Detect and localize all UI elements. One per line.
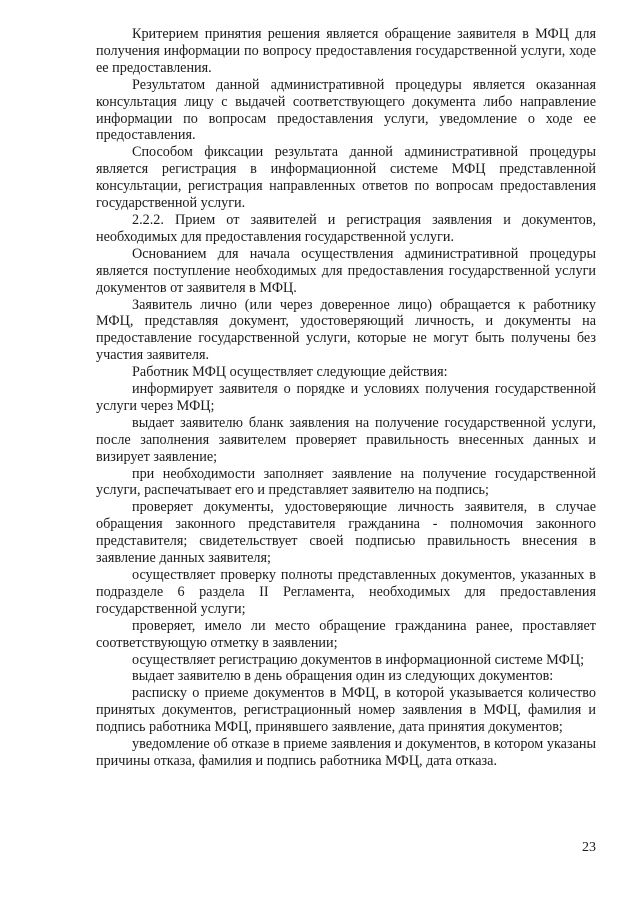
paragraph-decision-criterion: Критерием принятия решения является обращение заявителя в МФЦ для получения информации по вопросу предоставления государственной услуги, ходе ее предоставления.: [96, 26, 596, 76]
paragraph-result-recording: Способом фиксации результата данной административной процедуры является регистрация в информационной системе МФЦ представленной консультации, регистрация направленных ответов по вопросам предоставления государственной услуги.: [96, 144, 596, 212]
list-item-issue-documents: выдает заявителю в день обращения один из следующих документов:: [132, 668, 554, 685]
paragraph-worker-actions-intro: Работник МФЦ осуществляет следующие действия:: [132, 364, 448, 381]
list-item-fill-application: при необходимости заполняет заявление на получение государственной услуги, распечатывает его и представляет заявителю на подпись;: [96, 465, 596, 499]
list-item-inform: информирует заявителя о порядке и условиях получения государственной услуги через МФЦ;: [96, 381, 596, 414]
list-item-issue-form: выдает заявителю бланк заявления на получение государственной услуги, после заполнения заявителем проверяет правильность внесенных данных и визирует заявление;: [96, 414, 596, 465]
list-item-check-previous: проверяет, имело ли место обращение гражданина ранее, проставляет соответствующую отметку в заявлении;: [96, 617, 596, 651]
page-number: 23: [582, 840, 596, 855]
paragraph-procedure-result: Результатом данной административной процедуры является оказанная консультация лицу с выдачей соответствующего документа либо направление информации по вопросам предоставления услуги, уведомление о ходе ее предоставления.: [96, 76, 596, 144]
body-text: [96, 26, 596, 770]
list-item-receipt: расписку о приеме документов в МФЦ, в которой указывается количество принятых документов, регистрационный номер заявления в МФЦ, фамилия и подпись работника МФЦ, принявшего заявление, дата принятия документов;: [96, 685, 596, 736]
paragraph-procedure-basis: Основанием для начала осуществления административной процедуры является поступление необходимых для предоставления государственной услуги документов от заявителя в МФЦ.: [96, 245, 596, 296]
paragraph-applicant-visit: Заявитель лично (или через доверенное лицо) обращается к работнику МФЦ, представляя документ, удостоверяющий личность, и документы на предоставление государственной услуги, которые не могут быть получены без участия заявителя.: [96, 296, 596, 364]
list-item-check-completeness: осуществляет проверку полноты представленных документов, указанных в подразделе 6 раздела II Регламента, необходимых для предоставления государственной услуги;: [96, 567, 596, 617]
list-item-refusal-notice: уведомление об отказе в приеме заявления и документов, в котором указаны причины отказа, фамилия и подпись работника МФЦ, дата отказа.: [96, 736, 596, 769]
section-heading-2-2-2: 2.2.2. Прием от заявителей и регистрация заявления и документов, необходимых для предоставления государственной услуги.: [96, 211, 596, 245]
list-item-register: осуществляет регистрацию документов в информационной системе МФЦ;: [132, 651, 585, 668]
list-item-check-identity: проверяет документы, удостоверяющие личность заявителя, в случае обращения законного представителя гражданина - полномочия законного представителя; свидетельствует своей подписью правильность внесения в заявление данных заявителя;: [96, 499, 596, 567]
